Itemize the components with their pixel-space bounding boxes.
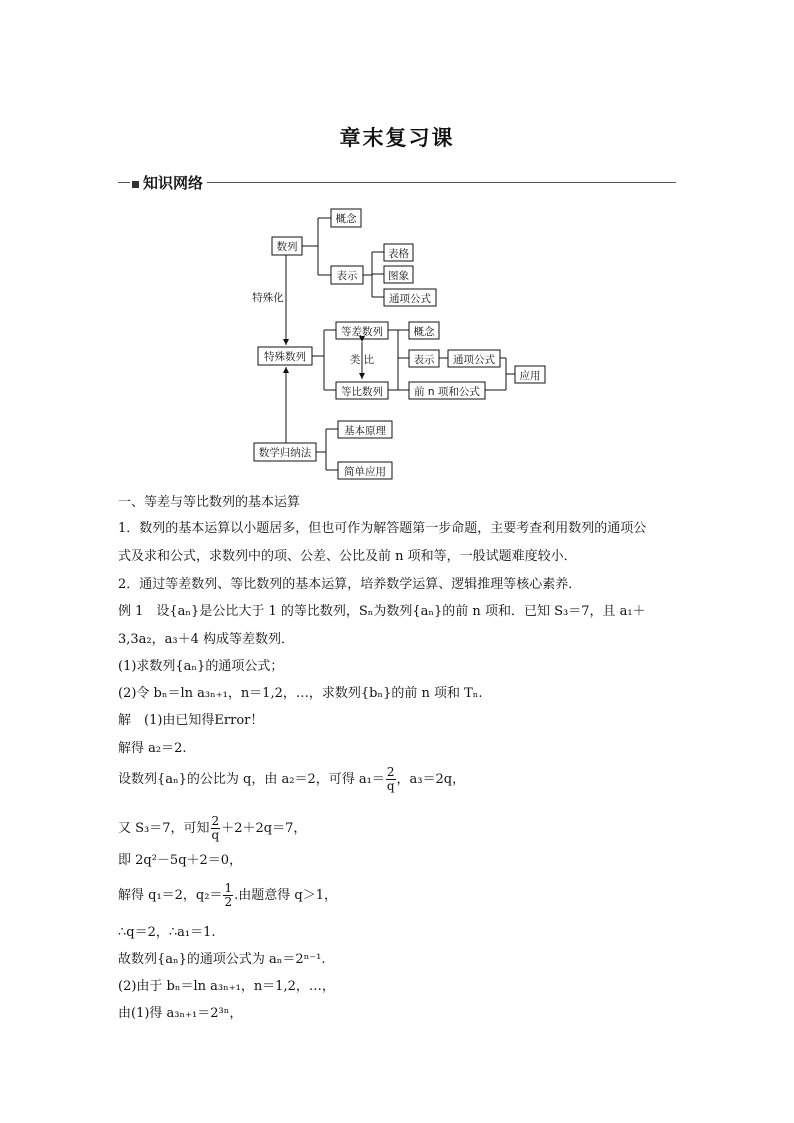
solution-line-4b: ＋2＋2q＝7，	[221, 821, 307, 836]
page-title: 章末复习课	[339, 125, 455, 150]
fraction-1-over-2	[223, 882, 233, 909]
solution-line-3b: ，a₃＝2q，	[396, 772, 466, 787]
solution-line-1: 解 (1)由已知得Error！	[118, 713, 264, 728]
connector	[388, 330, 409, 390]
fraction-numerator: 2	[211, 814, 220, 828]
solution-line-6a: 解得 q₁＝2，q₂＝	[118, 888, 223, 903]
solution-line-8: 故数列{aₙ}的通项公式为 aₙ＝2ⁿ⁻¹.	[118, 952, 326, 967]
edge-leibi: 类 比	[349, 354, 375, 366]
node-jiben: 基本原理	[344, 425, 386, 437]
node-jiandan: 简单应用	[344, 466, 386, 478]
connector	[312, 330, 336, 390]
connector	[316, 429, 338, 470]
node-dengbi: 等比数列	[341, 386, 383, 398]
connector	[302, 218, 331, 275]
solution-line-9: (2)由于 bₙ＝ln a₃ₙ₊₁，n＝1,2，…，	[118, 979, 335, 994]
node-shulie: 数列	[276, 241, 298, 253]
node-biaoge: 表格	[388, 248, 409, 260]
fraction-2-over-q-2	[211, 815, 221, 842]
fraction-numerator: 1	[224, 881, 233, 895]
heading-1: 一、等差与等比数列的基本运算	[118, 495, 301, 510]
node-qiann: 前 n 项和公式	[414, 386, 480, 398]
solution-line-3a: 设数列{aₙ}的公比为 q，由 a₂＝2，可得 a₁＝	[118, 772, 385, 787]
solution-line-6	[118, 882, 337, 909]
solution-line-4a: 又 S₃＝7，可知	[118, 821, 210, 836]
node-gainian: 概念	[335, 213, 357, 225]
question-1: (1)求数列{aₙ}的通项公式；	[118, 659, 284, 674]
solution-line-6b: .由题意得 q＞1，	[234, 888, 337, 903]
fraction-numerator: 2	[386, 765, 395, 779]
section-title: 知识网络	[143, 174, 204, 192]
solution-line-7: ∴q＝2，∴a₁＝1.	[118, 925, 216, 940]
fraction-2-over-q	[386, 766, 396, 793]
node-guina: 数学归纳法	[258, 447, 312, 459]
connector	[363, 252, 384, 297]
edge-teshuhua: 特殊化	[252, 292, 284, 304]
paragraph-1b: 式及求和公式，求数列中的项、公差、公比及前 n 项和等，一般试题难度较小．	[118, 549, 577, 564]
solution-line-4	[118, 815, 306, 842]
solution-line-5: 即 2q²－5q＋2＝0，	[118, 853, 243, 868]
paragraph-2: 2．通过等差数列、等比数列的基本运算，培养数学运算、逻辑推理等核心素养．	[118, 577, 582, 592]
solution-line-10: 由(1)得 a₃ₙ₊₁＝2³ⁿ，	[118, 1006, 243, 1021]
node-tuxiang: 图象	[388, 270, 409, 282]
fraction-denominator: q	[211, 828, 220, 842]
knowledge-network-diagram	[0, 0, 794, 490]
node-tongxiang: 通项公式	[389, 293, 431, 305]
example-1: 例 1 设{aₙ}是公比大于 1 的等比数列，Sₙ为数列{aₙ}的前 n 项和．已知 S₃＝7，且 a₁＋	[118, 604, 646, 619]
solution-line-3	[118, 766, 465, 793]
node-gainian2: 概念	[413, 326, 435, 338]
example-1b: 3,3a₂，a₃＋4 构成等差数列．	[118, 632, 295, 647]
fraction-denominator: 2	[224, 895, 233, 909]
node-tongxiang2: 通项公式	[453, 354, 495, 366]
node-biaoshi: 表示	[336, 270, 358, 282]
paragraph-1a: 1．数列的基本运算以小题居多，但也可作为解答题第一步命题，主要考查利用数列的通项公	[118, 521, 647, 536]
node-dengcha: 等差数列	[341, 326, 383, 338]
node-teshu: 特殊数列	[264, 351, 306, 363]
node-biaoshi2: 表示	[413, 354, 435, 366]
fraction-denominator: q	[386, 779, 395, 793]
node-yingyong: 应用	[519, 370, 541, 382]
solution-line-2: 解得 a₂＝2.	[118, 741, 187, 756]
question-2: (2)令 bₙ＝ln a₃ₙ₊₁，n＝1,2，…，求数列{bₙ}的前 n 项和 Tₙ.	[118, 686, 483, 701]
